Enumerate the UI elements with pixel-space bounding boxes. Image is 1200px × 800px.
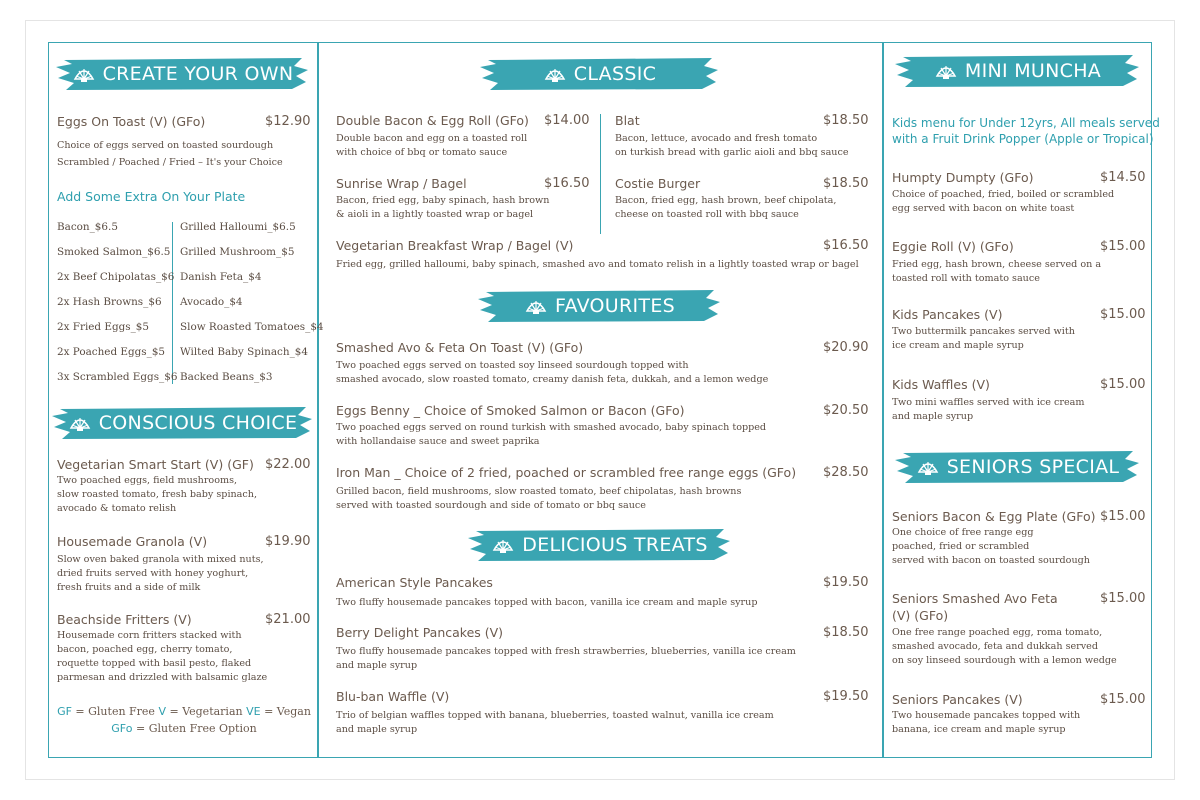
section-title-create: CREATE YOUR OWN — [102, 63, 294, 85]
menu-item-name: Double Bacon & Egg Roll (GFo) — [336, 113, 529, 128]
menu-item-desc: One free range poached egg, roma tomato, — [892, 627, 1103, 638]
menu-item-name: Eggs Benny _ Choice of Smoked Salmon or Bacon (GFo) — [336, 403, 685, 418]
menu-item-name: Seniors Pancakes (V) — [892, 692, 1023, 707]
column-divider-right — [882, 42, 884, 758]
legend-key: GF — [57, 705, 72, 718]
menu-item-desc: and maple syrup — [336, 660, 418, 671]
banner-classic — [480, 56, 720, 92]
menu-item-price: $20.50 — [823, 403, 869, 418]
menu-item-name: Costie Burger — [615, 176, 701, 191]
extra-item: Grilled Halloumi_$6.5 — [180, 221, 296, 233]
legend-text: = Vegan — [260, 705, 311, 718]
menu-item-desc: Choice of poached, fried, boiled or scrambled — [892, 189, 1115, 200]
menu-item-desc: Double bacon and egg on a toasted roll — [336, 133, 528, 144]
menu-item-name: Berry Delight Pancakes (V) — [336, 625, 504, 640]
menu-item-price: $18.50 — [823, 113, 869, 128]
kids-menu-note: with a Fruit Drink Popper (Apple or Tropical) — [892, 132, 1154, 146]
menu-item-desc: parmesan and drizzled with balsamic glaze — [57, 672, 268, 683]
menu-item-name: Eggs On Toast (V) (GFo) — [57, 114, 206, 129]
menu-item-desc: and maple syrup — [336, 724, 418, 735]
menu-item-name: Seniors Bacon & Egg Plate (GFo) — [892, 509, 1096, 524]
section-title-favourites: FAVOURITES — [555, 295, 675, 317]
menu-item-price: $20.90 — [823, 340, 869, 355]
seashell-icon — [917, 458, 939, 476]
menu-item-desc: Two fluffy housemade pancakes topped with fresh strawberries, blueberries, vanilla ice cream — [336, 646, 796, 657]
seashell-icon — [492, 536, 514, 554]
banner-delicious-treats — [468, 527, 732, 563]
menu-item-name: Humpty Dumpty (GFo) — [892, 170, 1034, 185]
menu-item-price: $22.00 — [265, 457, 311, 472]
menu-item-desc: cheese on toasted roll with bbq sauce — [615, 209, 799, 220]
menu-item-desc: Trio of belgian waffles topped with banana, blueberries, toasted walnut, vanilla ice cream — [336, 710, 774, 721]
menu-item-desc: Housemade corn fritters stacked with — [57, 630, 242, 641]
banner-favourites — [478, 288, 722, 324]
legend-key: GFo — [111, 722, 133, 735]
legend-key: VE — [246, 705, 261, 718]
menu-item-price: $19.50 — [823, 575, 869, 590]
menu-item-desc: & aioli in a lightly toasted wrap or bagel — [336, 209, 534, 220]
extra-item: 2x Hash Browns_$6 — [57, 296, 162, 308]
column-divider-left — [317, 42, 319, 758]
legend-key: V — [158, 705, 166, 718]
menu-item-price: $14.00 — [544, 113, 590, 128]
menu-item-desc: Two poached eggs served on toasted soy linseed sourdough topped with — [336, 360, 689, 371]
menu-item-desc: and maple syrup — [892, 411, 974, 422]
kids-menu-note: Kids menu for Under 12yrs, All meals served — [892, 116, 1160, 130]
menu-item-name: Iron Man _ Choice of 2 fried, poached or scrambled free range eggs (GFo) — [336, 465, 797, 480]
menu-item-price: $15.00 — [1100, 377, 1146, 392]
menu-item-price: $18.50 — [823, 625, 869, 640]
menu-item-desc: Fried egg, hash brown, cheese served on a — [892, 259, 1102, 270]
menu-item-name: Kids Pancakes (V) — [892, 307, 1003, 322]
menu-item-price: $19.90 — [265, 534, 311, 549]
seashell-icon — [73, 65, 95, 83]
menu-item-name: Blat — [615, 113, 640, 128]
legend-text: = Gluten Free — [71, 705, 159, 718]
menu-item-desc: Two housemade pancakes topped with — [892, 710, 1081, 721]
menu-item-price: $16.50 — [823, 238, 869, 253]
menu-item-desc: served with toasted sourdough and side of tomato or bbq sauce — [336, 500, 646, 511]
menu-item-price: $18.50 — [823, 176, 869, 191]
menu-item-desc: Two mini waffles served with ice cream — [892, 397, 1085, 408]
extras-divider — [172, 222, 173, 384]
menu-item-desc: fresh fruits and a side of milk — [57, 582, 201, 593]
menu-item-desc: roquette topped with basil pesto, flaked — [57, 658, 252, 669]
banner-seniors-special — [895, 449, 1141, 485]
extra-item: 3x Scrambled Eggs_$6 — [57, 371, 178, 383]
menu-item-desc: with choice of bbq or tomato sauce — [336, 147, 508, 158]
seashell-icon — [935, 62, 957, 80]
menu-item-name: Eggie Roll (V) (GFo) — [892, 239, 1014, 254]
menu-item-price: $12.90 — [265, 114, 311, 129]
menu-item-price: $15.00 — [1100, 307, 1146, 322]
classic-column-divider — [600, 114, 601, 234]
menu-item-desc: Two buttermilk pancakes served with — [892, 326, 1075, 337]
menu-item-price: $15.00 — [1100, 509, 1146, 524]
menu-item-desc: avocado & tomato relish — [57, 503, 177, 514]
menu-item-desc: One choice of free range egg — [892, 527, 1034, 538]
extra-item: Bacon_$6.5 — [57, 221, 118, 233]
menu-item-desc: dried fruits served with honey yoghurt, — [57, 568, 249, 579]
menu-item-price: $28.50 — [823, 465, 869, 480]
legend-text: = Gluten Free Option — [132, 722, 257, 735]
menu-item-desc: poached, fried or scrambled — [892, 541, 1030, 552]
section-title-treats: DELICIOUS TREATS — [522, 534, 708, 556]
menu-item-desc: served with bacon on toasted sourdough — [892, 555, 1090, 566]
menu-item-desc: ice cream and maple syrup — [892, 340, 1024, 351]
menu-item-price: $15.00 — [1100, 239, 1146, 254]
menu-item-desc: Grilled bacon, field mushrooms, slow roasted tomato, beef chipolatas, hash browns — [336, 486, 742, 497]
menu-item-desc: on turkish bread with garlic aioli and bbq sauce — [615, 147, 849, 158]
dietary-legend-line2 — [57, 722, 311, 735]
menu-item-desc: slow roasted tomato, fresh baby spinach, — [57, 489, 258, 500]
menu-item-price: $15.00 — [1100, 692, 1146, 707]
menu-item-desc: Slow oven baked granola with mixed nuts, — [57, 554, 264, 565]
extras-heading: Add Some Extra On Your Plate — [57, 189, 246, 204]
menu-item-desc: Two poached eggs, field mushrooms, — [57, 475, 238, 486]
menu-item-name: Blu-ban Waffle (V) — [336, 689, 450, 704]
menu-item-name: Beachside Fritters (V) — [57, 612, 192, 627]
menu-item-name: Vegetarian Breakfast Wrap / Bagel (V) — [336, 238, 574, 253]
extra-item: Wilted Baby Spinach_$4 — [180, 346, 308, 358]
seashell-icon — [69, 414, 91, 432]
menu-item-desc: Bacon, fried egg, hash brown, beef chipolata, — [615, 195, 837, 206]
menu-item-price: $16.50 — [544, 176, 590, 191]
menu-item-price: $14.50 — [1100, 170, 1146, 185]
extra-item: Smoked Salmon_$6.5 — [57, 246, 171, 258]
menu-item-desc: smashed avocado, feta and dukkah served — [892, 641, 1098, 652]
dietary-legend-line1 — [57, 705, 311, 718]
menu-item-desc: bacon, poached egg, cherry tomato, — [57, 644, 233, 655]
menu-item-desc: Bacon, lettuce, avocado and fresh tomato — [615, 133, 818, 144]
section-title-mini: MINI MUNCHA — [964, 60, 1102, 82]
extra-item: 2x Beef Chipolatas_$6 — [57, 271, 175, 283]
menu-item-desc: smashed avocado, slow roasted tomato, creamy danish feta, dukkah, and a lemon wedge — [336, 374, 769, 385]
menu-item-name: Sunrise Wrap / Bagel — [336, 176, 467, 191]
menu-item-name: (V) (GFo) — [892, 608, 949, 623]
extra-item: Avocado_$4 — [180, 296, 243, 308]
banner-create-your-own — [56, 56, 310, 92]
menu-item-desc: toasted roll with tomato sauce — [892, 273, 1040, 284]
seashell-icon — [525, 297, 547, 315]
banner-conscious-choice — [52, 405, 314, 441]
banner-mini-muncha — [895, 53, 1141, 89]
menu-item-desc: on soy linseed sourdough with a lemon wedge — [892, 655, 1117, 666]
menu-item-name: American Style Pancakes — [336, 575, 493, 590]
menu-item-desc: banana, ice cream and maple syrup — [892, 724, 1066, 735]
menu-item-desc: Two poached eggs served on round turkish with smashed avocado, baby spinach topped — [336, 422, 767, 433]
extra-item: Slow Roasted Tomatoes_$4 — [180, 321, 324, 333]
menu-item-desc: egg served with bacon on white toast — [892, 203, 1075, 214]
extra-item: 2x Poached Eggs_$5 — [57, 346, 166, 358]
menu-item-desc: Two fluffy housemade pancakes topped with bacon, vanilla ice cream and maple syrup — [336, 597, 758, 608]
menu-item-name: Housemade Granola (V) — [57, 534, 208, 549]
seashell-icon — [544, 65, 566, 83]
section-title-conscious: CONSCIOUS CHOICE — [98, 412, 298, 434]
menu-item-desc: Fried egg, grilled halloumi, baby spinach, smashed avo and tomato relish in a lightly toasted wrap or bagel — [336, 259, 859, 270]
extra-item: Danish Feta_$4 — [180, 271, 262, 283]
menu-item-desc: Bacon, fried egg, baby spinach, hash brown — [336, 195, 550, 206]
menu-item-name: Vegetarian Smart Start (V) (GF) — [57, 457, 254, 472]
legend-text: = Vegetarian — [165, 705, 247, 718]
section-title-seniors: SENIORS SPECIAL — [946, 456, 1120, 478]
extra-item: 2x Fried Eggs_$5 — [57, 321, 150, 333]
menu-item-desc: with hollandaise sauce and sweet paprika — [336, 436, 540, 447]
menu-item-name: Seniors Smashed Avo Feta — [892, 591, 1058, 606]
menu-item-price: $19.50 — [823, 689, 869, 704]
extra-item: Grilled Mushroom_$5 — [180, 246, 295, 258]
menu-item-desc: Scrambled / Poached / Fried – It's your Choice — [57, 157, 283, 168]
extra-item: Backed Beans_$3 — [180, 371, 273, 383]
section-title-classic: CLASSIC — [573, 63, 657, 85]
menu-item-price: $21.00 — [265, 612, 311, 627]
menu-item-desc: Choice of eggs served on toasted sourdough — [57, 140, 274, 151]
menu-item-name: Kids Waffles (V) — [892, 377, 990, 392]
menu-item-price: $15.00 — [1100, 591, 1146, 606]
menu-item-name: Smashed Avo & Feta On Toast (V) (GFo) — [336, 340, 584, 355]
